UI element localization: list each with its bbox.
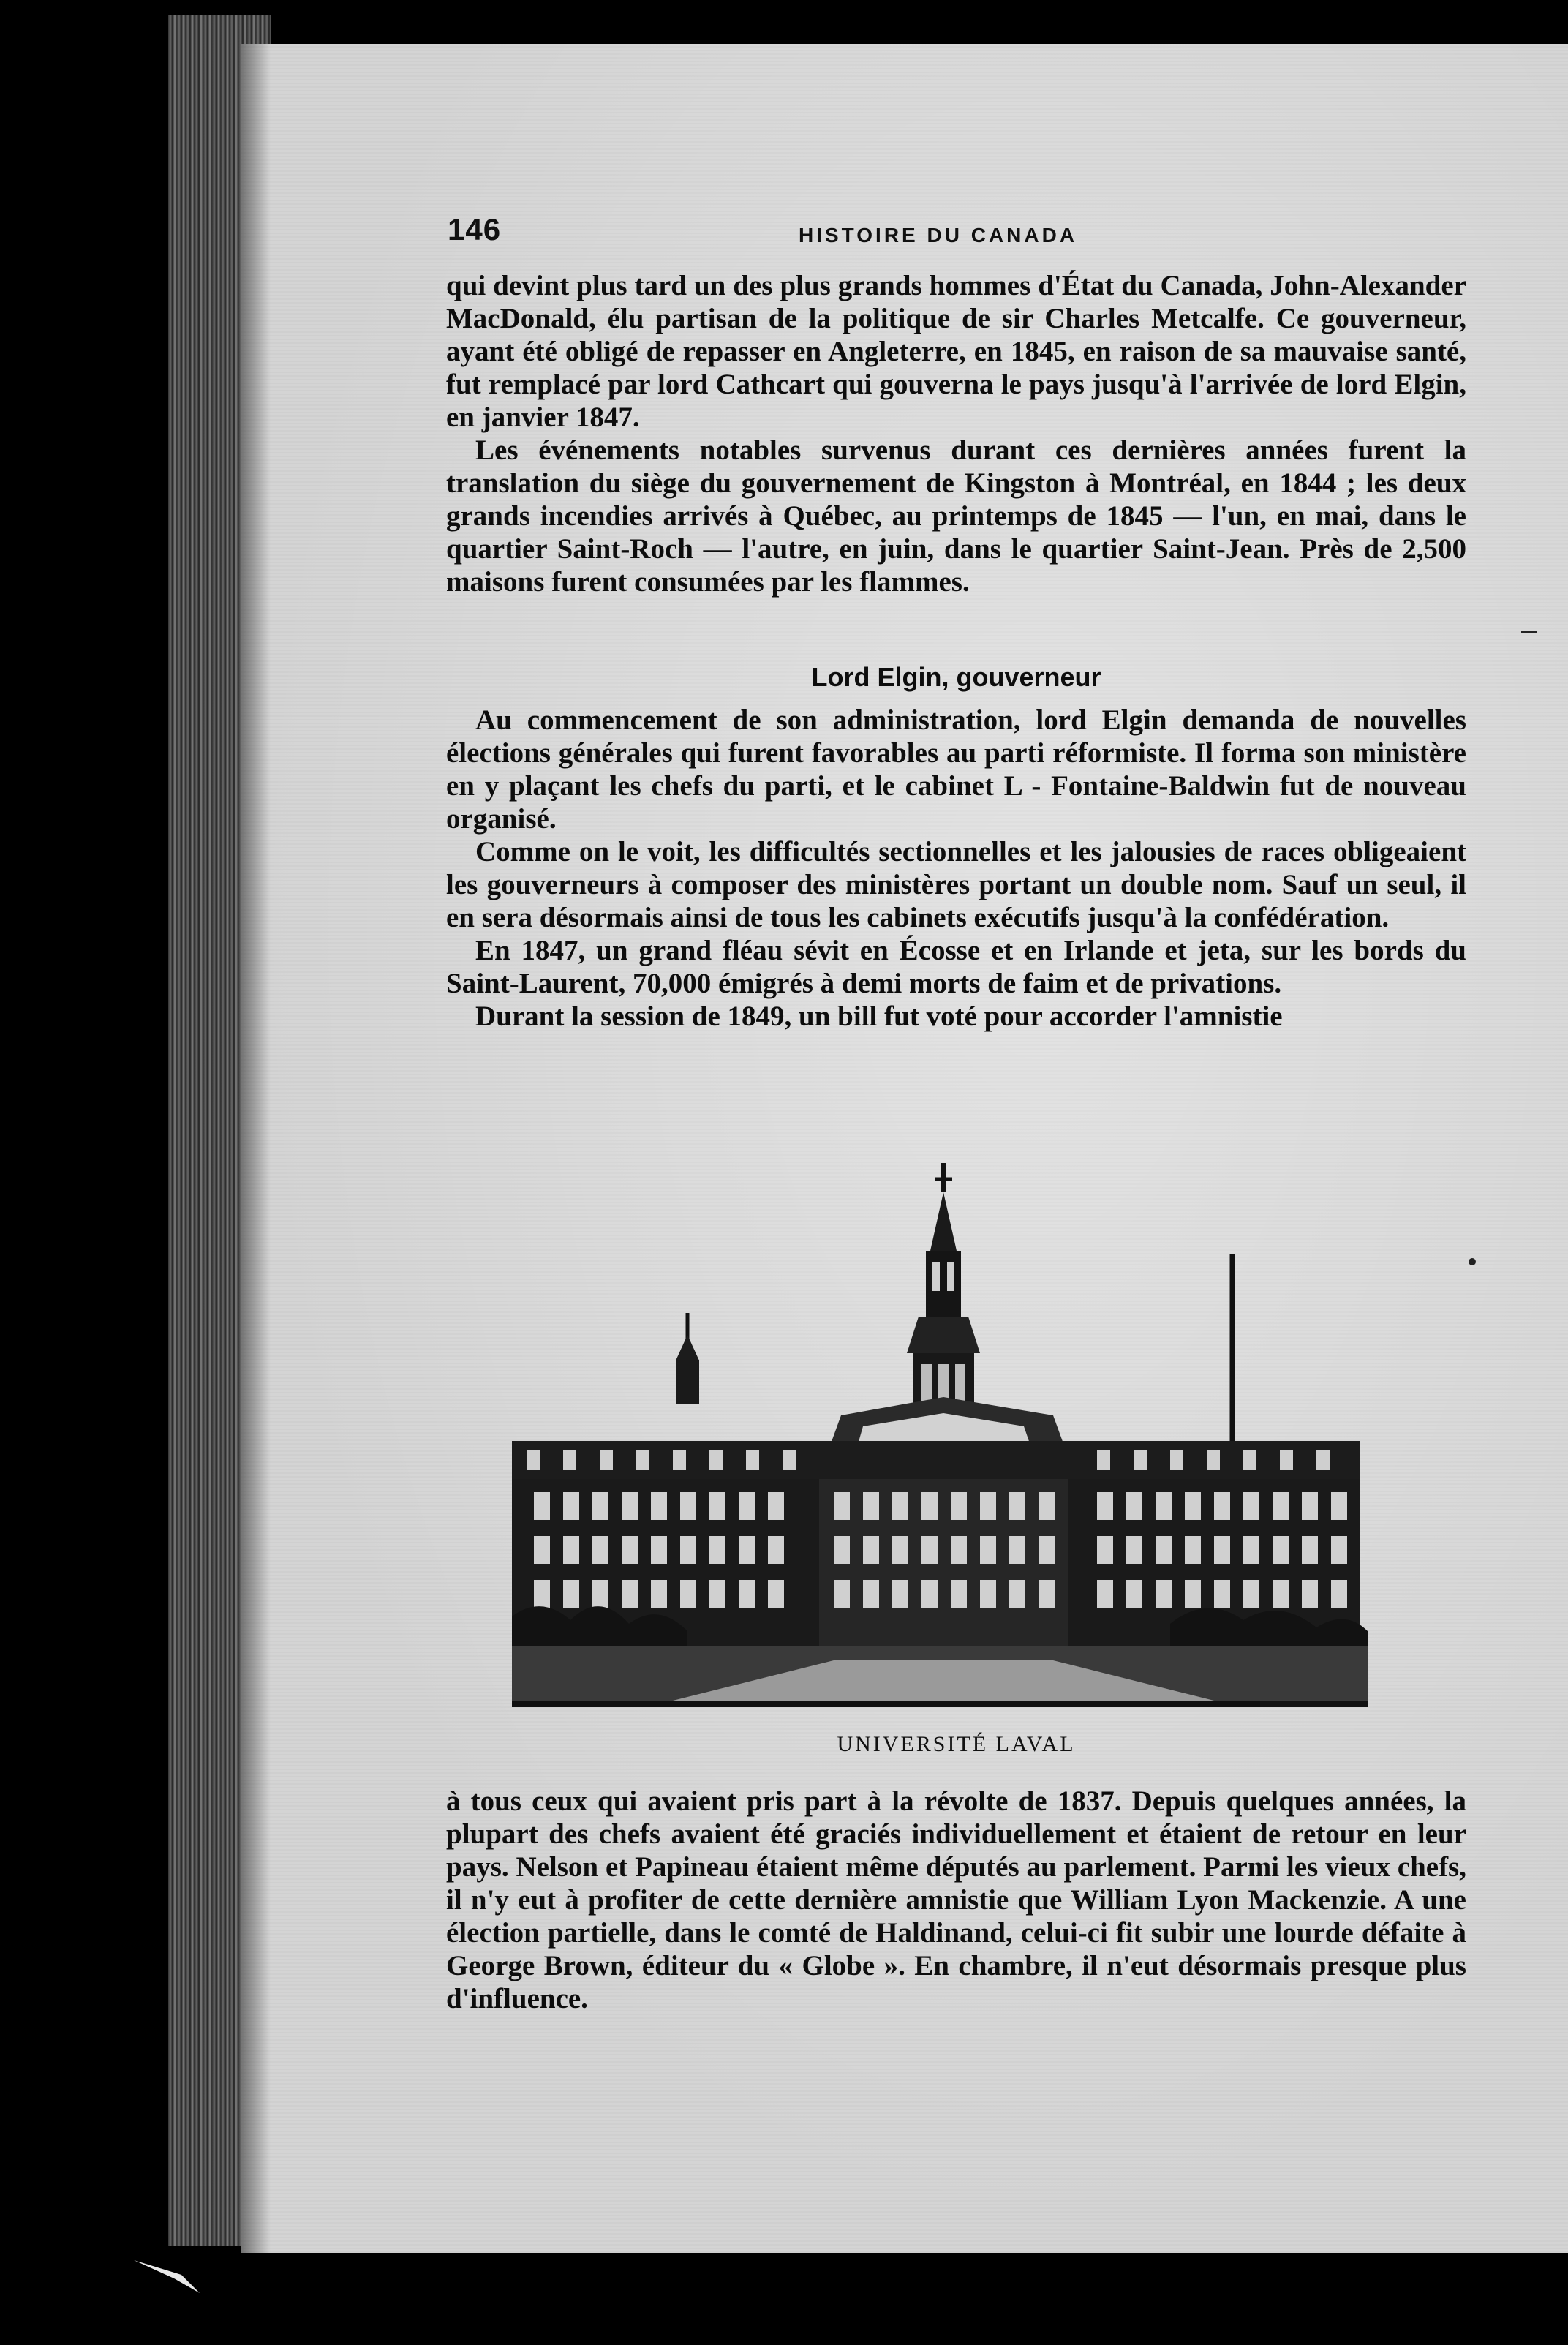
illustration-universite-laval [512,1163,1455,1719]
text-block-top [446,269,1466,598]
running-title: HISTOIRE DU CANADA [799,224,1078,246]
margin-dot-mark [1469,1258,1476,1265]
paragraph: Durant la session de 1849, un bill fut voté pour accorder l'amnistie [475,1001,1283,1032]
figure-caption: UNIVERSITÉ LAVAL [837,1732,1076,1756]
paragraph: Au commencement de son administration, lord Elgin demanda de nouvelles élections générales qui furent favorables au parti réformiste. Il forma son ministère en y plaçant les chefs du parti, et le cabinet L - Fontaine-Baldwin fut de nouveau organisé. [446,704,1466,835]
paragraph: En 1847, un grand fléau sévit en Écosse et en Irlande et jeta, sur les bords du Saint-Laurent, 70,000 émigrés à demi morts de faim et de privations. [446,935,1466,999]
building-engraving [512,1163,1455,1719]
paragraph: Les événements notables survenus durant ces dernières années furent la translation du siège du gouvernement de Kingston à Montréal, en 1844 ; les deux grands incendies arrivés à Québec, au printemps de 1845 — l'un, en mai, dans le quartier Saint-Roch — l'autre, en juin, dans le quartier Saint-Jean. Près de 2,500 maisons furent consumées par les flammes. [446,434,1466,598]
gutter-shadow [241,44,271,2253]
text-block-middle [446,704,1466,1033]
paragraph: Comme on le voit, les difficultés sectionnelles et les jalousies de races obligeaient les gouverneurs à composer des ministères portant un double nom. Sauf un seul, il en sera désormais ainsi de tous les cabinets exécutifs jusqu'à la confédération. [446,836,1466,933]
paragraph: qui devint plus tard un des plus grands hommes d'État du Canada, John-Alexander MacDonald, élu partisan de la politique de sir Charles Metcalfe. Ce gouverneur, ayant été obligé de repasser en Angleterre, en 1845, en raison de sa mauvaise santé, fut remplacé par lord Cathcart qui gouverna le pays jusqu'à l'arrivée de lord Elgin, en janvier 1847. [446,270,1466,433]
text-block-bottom [446,1785,1466,2015]
page-header [448,212,1471,256]
margin-dash-mark [1521,631,1537,633]
page-number: 146 [448,212,502,246]
scan-artifact-mark [130,2253,218,2297]
paragraph: à tous ceux qui avaient pris part à la révolte de 1837. Depuis quelques années, la plupart des chefs avaient été graciés individuellement et étaient de retour en leur pays. Nelson et Papineau étaient même députés au parlement. Parmi les vieux chefs, il n'y eut à profiter de cette dernière amnistie que William Lyon Mackenzie. A une élection partielle, dans le comté de Haldinand, celui-ci fit subir une lourde défaite à George Brown, éditeur du « Globe ». En chambre, il n'eut désormais presque plus d'influence. [446,1785,1466,2014]
section-heading: Lord Elgin, gouverneur [811,662,1101,692]
